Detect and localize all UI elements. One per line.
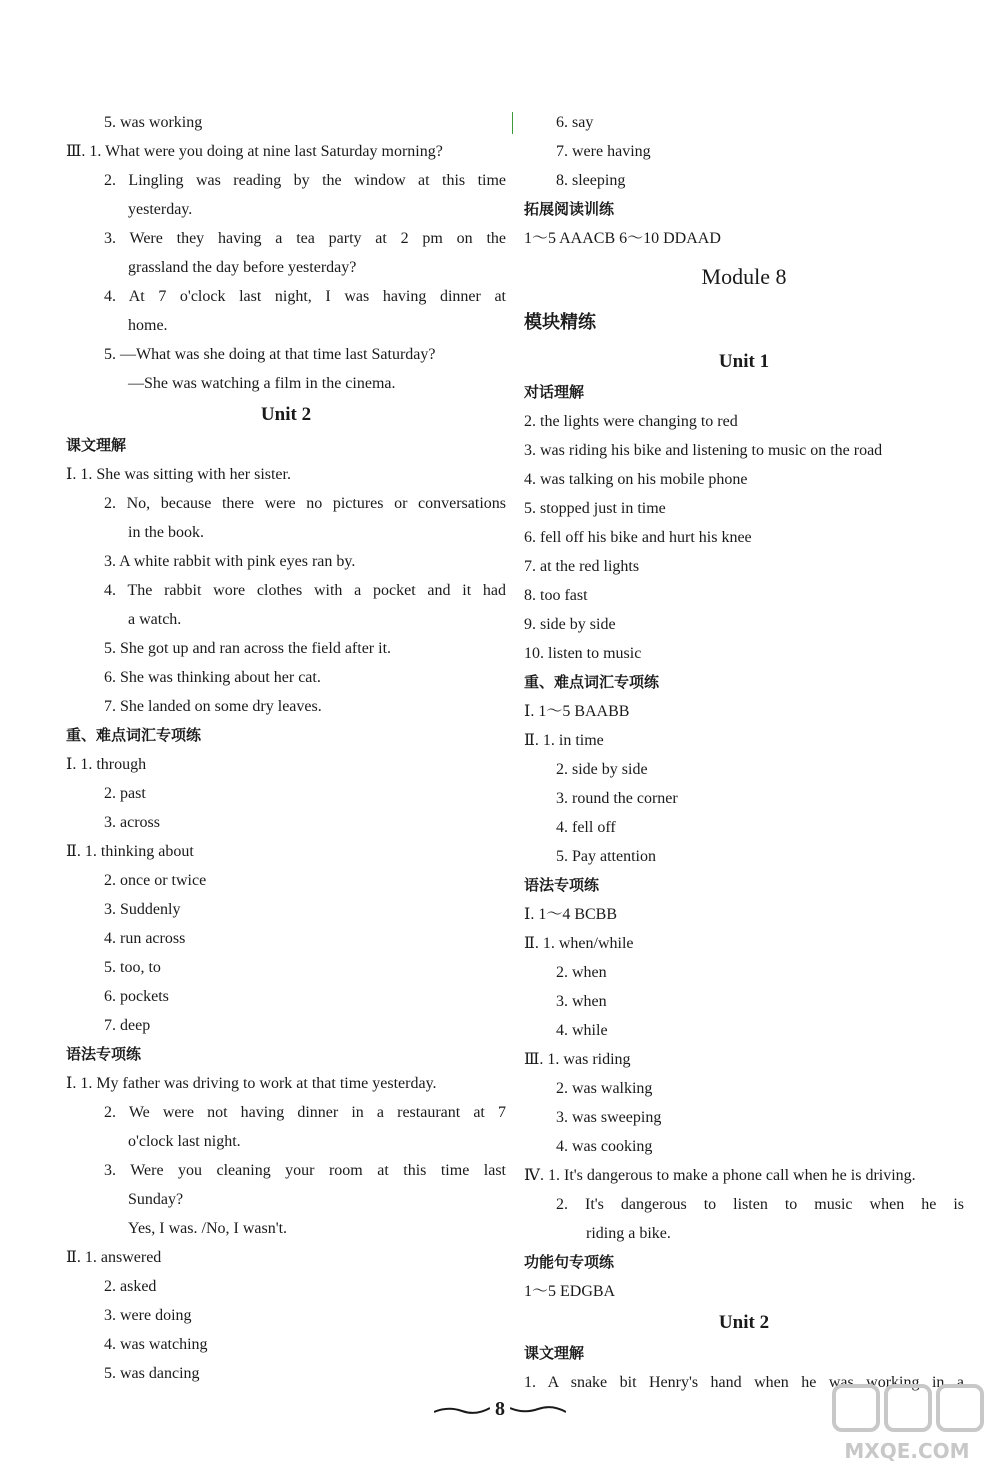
- left-line: home.: [128, 317, 168, 334]
- right-line: 10. listen to music: [524, 645, 642, 662]
- right-line: 1. A snake bit Henry's hand when he was working in a: [524, 1374, 964, 1391]
- right-line: Ⅳ. 1. It's dangerous to make a phone call when he is driving.: [524, 1167, 916, 1184]
- left-line: 3. Were you cleaning your room at this time last: [104, 1162, 506, 1179]
- right-line: 2. when: [556, 964, 607, 981]
- left-line: Ⅰ. 1. She was sitting with her sister.: [66, 466, 291, 483]
- right-line: 模块精练: [524, 312, 596, 333]
- right-line: 2. It's dangerous to listen to music when he is: [556, 1196, 964, 1213]
- right-line: 3. when: [556, 993, 607, 1010]
- left-line: 重、难点词汇专项练: [66, 726, 202, 744]
- left-line: 语法专项练: [66, 1045, 142, 1063]
- left-line: yesterday.: [128, 201, 193, 218]
- left-line: 3. A white rabbit with pink eyes ran by.: [104, 553, 356, 570]
- left-line: 2. No, because there were no pictures or conversations: [104, 495, 506, 512]
- right-line: Ⅰ. 1～5 BAABB: [524, 703, 630, 720]
- left-line: 5. —What was she doing at that time last Saturday?: [104, 346, 436, 363]
- right-line: 4. while: [556, 1022, 608, 1039]
- left-line: 课文理解: [66, 436, 127, 454]
- right-line: 9. side by side: [524, 616, 616, 633]
- column-divider: [512, 112, 513, 134]
- left-line: 3. Suddenly: [104, 901, 181, 918]
- left-line: 6. pockets: [104, 988, 169, 1005]
- right-line: 4. was cooking: [556, 1138, 653, 1155]
- left-line: 2. asked: [104, 1278, 157, 1295]
- right-line: 8. sleeping: [556, 172, 626, 189]
- left-line: 3. across: [104, 814, 160, 831]
- right-line: 7. at the red lights: [524, 558, 640, 575]
- left-line: a watch.: [128, 611, 182, 628]
- left-line: 3. Were they having a tea party at 2 pm on the: [104, 230, 506, 247]
- left-line: 5. too, to: [104, 959, 161, 976]
- left-line: o'clock last night.: [128, 1133, 241, 1150]
- right-line: Unit 2: [718, 1312, 770, 1333]
- right-line: Ⅱ. 1. in time: [524, 732, 604, 749]
- left-line: 5. was working: [104, 114, 203, 131]
- left-line: 6. She was thinking about her cat.: [104, 669, 321, 686]
- right-line: 1～5 AAACB 6～10 DDAAD: [524, 230, 721, 247]
- left-line: 4. run across: [104, 930, 186, 947]
- left-line: 3. were doing: [104, 1307, 192, 1324]
- right-line: 5. stopped just in time: [524, 500, 666, 517]
- left-line: 7. She landed on some dry leaves.: [104, 698, 322, 715]
- right-line: 2. was walking: [556, 1080, 653, 1097]
- right-line: Unit 1: [718, 351, 770, 372]
- left-line: Ⅱ. 1. thinking about: [66, 843, 194, 860]
- left-line: Ⅰ. 1. My father was driving to work at that time yesterday.: [66, 1075, 437, 1092]
- left-line: 2. once or twice: [104, 872, 207, 889]
- left-line: Ⅱ. 1. answered: [66, 1249, 162, 1266]
- left-line: 2. Lingling was reading by the window at this time: [104, 172, 506, 189]
- right-line: Ⅰ. 1～4 BCBB: [524, 906, 618, 923]
- left-line: 5. She got up and ran across the field after it.: [104, 640, 392, 657]
- page-number: 8: [495, 1398, 505, 1420]
- right-line: 功能句专项练: [524, 1253, 615, 1271]
- left-line: 4. The rabbit wore clothes with a pocket and it had: [104, 582, 506, 599]
- right-line: 7. were having: [556, 143, 651, 160]
- right-line: 拓展阅读训练: [524, 200, 615, 218]
- left-line: Yes, I was. /No, I wasn't.: [128, 1220, 288, 1237]
- left-line: in the book.: [128, 524, 204, 541]
- right-line: Ⅲ. 1. was riding: [524, 1051, 631, 1068]
- right-line: 课文理解: [524, 1344, 585, 1362]
- right-line: 8. too fast: [524, 587, 588, 604]
- left-line: 4. At 7 o'clock last night, I was having dinner at: [104, 288, 506, 305]
- right-line: 语法专项练: [524, 876, 600, 894]
- left-line: 2. past: [104, 785, 146, 802]
- right-line: 3. round the corner: [556, 790, 678, 807]
- left-line: 5. was dancing: [104, 1365, 200, 1382]
- left-line: 2. We were not having dinner in a restaurant at 7: [104, 1104, 506, 1121]
- right-line: 5. Pay attention: [556, 848, 656, 865]
- left-line: Sunday?: [128, 1191, 184, 1208]
- left-line: Unit 2: [260, 404, 312, 425]
- right-line: 1～5 EDGBA: [524, 1283, 616, 1300]
- left-line: Ⅰ. 1. through: [66, 756, 147, 773]
- right-line: 2. the lights were changing to red: [524, 413, 738, 430]
- right-ornament-icon: [510, 1405, 566, 1415]
- right-line: 重、难点词汇专项练: [524, 673, 660, 691]
- right-line: 6. fell off his bike and hurt his knee: [524, 529, 752, 546]
- right-line: 3. was sweeping: [556, 1109, 662, 1126]
- right-line: 4. was talking on his mobile phone: [524, 471, 748, 488]
- left-line: 7. deep: [104, 1017, 151, 1034]
- right-line: 3. was riding his bike and listening to music on the road: [524, 442, 883, 459]
- right-line: 4. fell off: [556, 819, 616, 836]
- watermark-logo: [822, 1378, 992, 1468]
- left-ornament-icon: [434, 1405, 490, 1415]
- right-line: Module 8: [701, 264, 787, 289]
- left-line: 4. was watching: [104, 1336, 208, 1353]
- right-line: riding a bike.: [586, 1225, 671, 1242]
- right-column: [524, 108, 964, 1397]
- right-line: 对话理解: [524, 383, 585, 401]
- right-line: 2. side by side: [556, 761, 648, 778]
- left-line: grassland the day before yesterday?: [128, 259, 357, 276]
- svg-text:MXQE.COM: MXQE.COM: [844, 1439, 970, 1463]
- left-line: Ⅲ. 1. What were you doing at nine last Saturday morning?: [66, 143, 443, 160]
- left-line: —She was watching a film in the cinema.: [128, 375, 396, 392]
- left-column: [66, 108, 506, 1388]
- right-line: 6. say: [556, 114, 594, 131]
- right-line: Ⅱ. 1. when/while: [524, 935, 634, 952]
